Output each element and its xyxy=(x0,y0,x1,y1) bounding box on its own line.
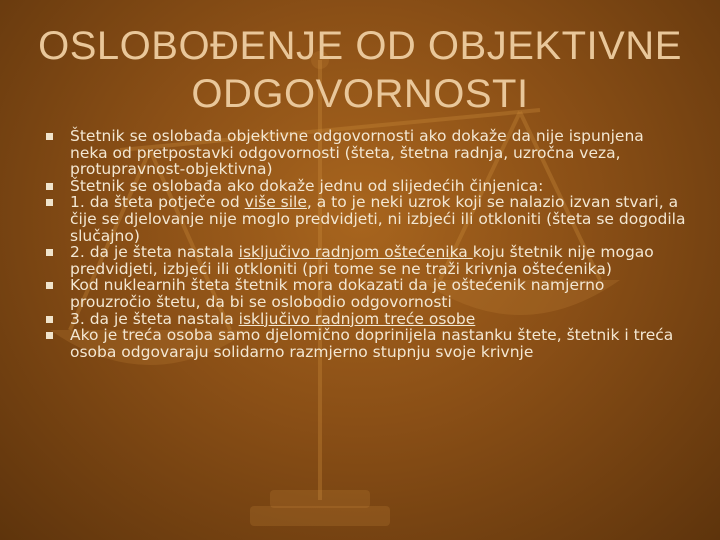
underlined-text: isključivo radnjom treće osobe xyxy=(238,309,476,328)
bullet-text: Ako je treća osoba samo djelomično doprinijela nastanku štete, štetnik i treća osoba odgovaraju solidarno razmjerno stupnju svoje krivnje xyxy=(70,326,674,361)
page-title xyxy=(20,22,700,118)
square-bullet-icon xyxy=(46,199,53,206)
bullet-item xyxy=(46,277,686,310)
page-title-line1: OSLOBOĐENJE OD OBJEKTIVNE xyxy=(38,24,682,68)
square-bullet-icon xyxy=(46,183,53,190)
bullet-text: koju štetnik nije mogao predvidjeti, izbjeći ili otkloniti (pri tome se ne traži krivnja oštećenika) xyxy=(70,243,654,278)
bullet-text: 3. da je šteta nastala xyxy=(70,309,239,328)
bullet-item xyxy=(46,244,686,277)
bullet-list xyxy=(46,128,686,360)
bullet-text: Štetnik se oslobađa objektivne odgovornosti ako dokaže da nije ispunjena neka od pretpostavki odgovornosti (šteta, štetna radnja, uzročna veza, protupravnost-objektivna) xyxy=(70,127,644,179)
bullet-text: Štetnik se oslobađa ako dokaže jednu od slijedećih činjenica: xyxy=(70,176,544,195)
square-bullet-icon xyxy=(46,133,53,140)
square-bullet-icon xyxy=(46,332,53,339)
page-title-line2: ODGOVORNOSTI xyxy=(191,72,529,116)
square-bullet-icon xyxy=(46,249,53,256)
square-bullet-icon xyxy=(46,316,53,323)
bullet-item xyxy=(46,194,686,244)
bullet-item xyxy=(46,128,686,178)
bullet-item xyxy=(46,327,686,360)
square-bullet-icon xyxy=(46,282,53,289)
bullet-text: Kod nuklearnih šteta štetnik mora dokazati da je oštećenik namjerno prouzročio štetu, da bi se oslobodio odgovornosti xyxy=(70,276,605,311)
bullet-item xyxy=(46,311,686,328)
bullet-text: 1. da šteta potječe od xyxy=(70,193,245,212)
underlined-text: isključivo radnjom oštećenika xyxy=(238,243,473,262)
underlined-text: više sile xyxy=(244,193,307,212)
bullet-text: , a to je neki uzrok koji se nalazio izvan stvari, a čije se djelovanje nije moglo predvidjeti, ni izbjeći ili otkloniti (šteta se dogodila slučajno) xyxy=(70,193,686,245)
bullet-text: 2. da je šteta nastala xyxy=(70,243,239,262)
bullet-item xyxy=(46,178,686,195)
